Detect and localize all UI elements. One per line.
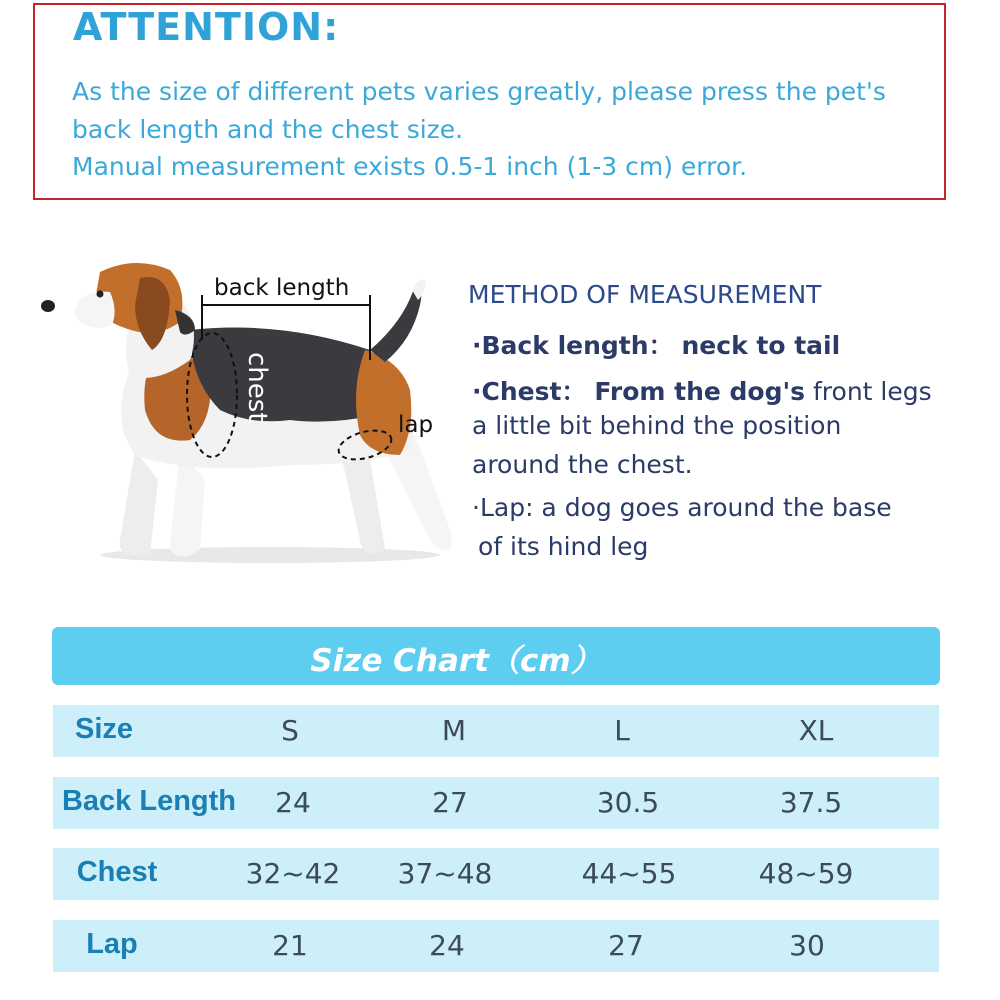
method-lap-line-1: ·Lap: a dog goes around the base	[472, 493, 892, 522]
method-chest-rest: front legs	[813, 377, 932, 406]
attention-line-2: back length and the chest size.	[72, 115, 464, 144]
table-cell: 27	[432, 786, 468, 819]
attention-title: ATTENTION:	[73, 5, 340, 49]
table-cell: 37~48	[397, 857, 493, 890]
row-label: Back Length	[61, 785, 237, 817]
size-row	[53, 705, 939, 757]
method-chest	[472, 372, 932, 408]
back-length-row	[53, 777, 939, 829]
method-chest-prefix: ·Chest：	[472, 377, 587, 406]
attention-line-1: As the size of different pets varies greatly, please press the pet's	[72, 77, 886, 106]
lap-row	[53, 920, 939, 972]
method-chest-line-3: around the chest.	[472, 450, 693, 479]
method-back-prefix: ·Back length：	[472, 331, 674, 360]
lap-label: lap	[398, 412, 434, 438]
table-cell: 44~55	[581, 857, 677, 890]
attention-box	[33, 3, 946, 200]
size-chart-header	[52, 627, 940, 685]
method-lap-line-2: of its hind leg	[478, 532, 649, 561]
table-cell: 48~59	[758, 857, 854, 890]
table-cell: S	[281, 714, 299, 747]
method-title: METHOD OF MEASUREMENT	[468, 280, 822, 309]
table-cell: 30	[789, 929, 825, 962]
table-cell: L	[614, 714, 630, 747]
chest-row	[53, 848, 939, 900]
back-length-label: back length	[214, 275, 350, 301]
attention-line-3: Manual measurement exists 0.5-1 inch (1-3 cm) error.	[72, 152, 748, 181]
row-label: Size	[74, 713, 134, 745]
table-cell: 27	[608, 929, 644, 962]
table-cell: XL	[798, 714, 834, 747]
table-cell: 32~42	[245, 857, 341, 890]
method-back-length	[472, 326, 840, 362]
table-cell: 37.5	[779, 786, 843, 819]
table-cell: M	[441, 714, 467, 747]
row-label: Chest	[76, 856, 158, 888]
table-cell: 30.5	[596, 786, 660, 819]
dog-illustration	[40, 250, 460, 570]
method-chest-bold: From the dog's	[594, 377, 806, 406]
chest-label: chest	[242, 352, 272, 423]
method-chest-line-2: a little bit behind the position	[472, 411, 842, 440]
table-cell: 21	[272, 929, 308, 962]
method-back-text: neck to tail	[681, 331, 841, 360]
table-cell: 24	[429, 929, 465, 962]
table-cell: 24	[275, 786, 311, 819]
size-chart-title: Size Chart（cm）	[310, 643, 602, 679]
row-label: Lap	[86, 928, 138, 960]
